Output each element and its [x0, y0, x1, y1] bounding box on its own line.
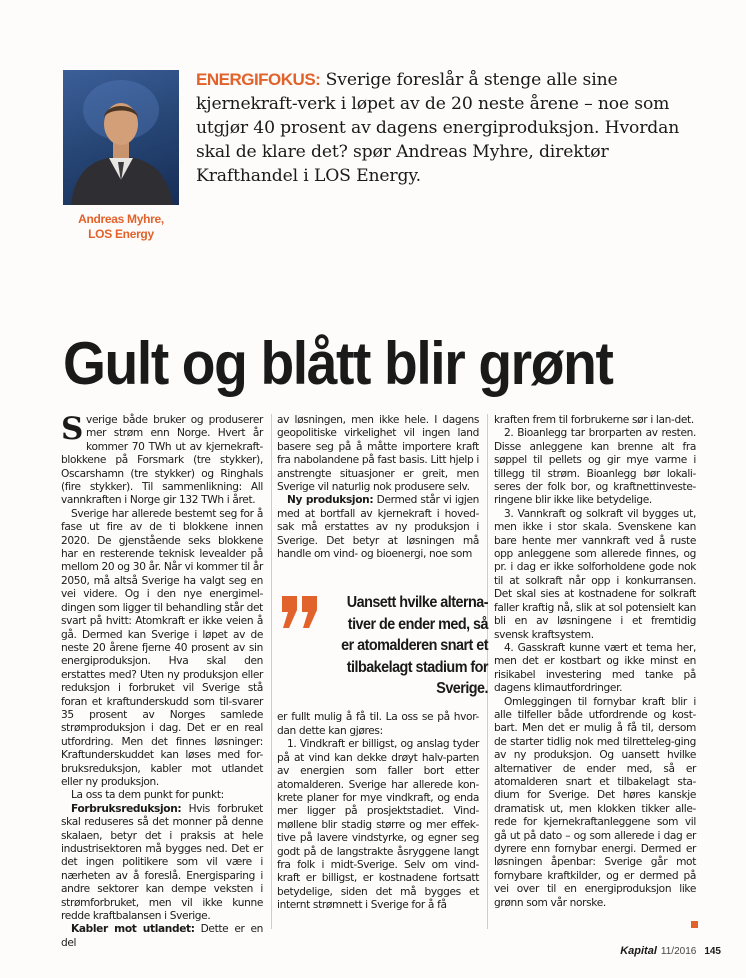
- headline: Gult og blått blir grønt: [63, 330, 613, 397]
- page-footer: [620, 945, 721, 957]
- paragraph-text: Dermed står vi igjen med at bortfall av kjernekraft i hoved-sak må erstattes av ny produksjon i Sverige. Det betyr at løsningen må handle om vind- og bioenergi, noe som: [277, 494, 479, 561]
- drop-cap: S: [61, 411, 84, 447]
- column-1: [61, 411, 263, 950]
- paragraph: La oss ta dem punkt for punkt:: [71, 789, 224, 802]
- paragraph-text: Dette er en del: [61, 923, 263, 949]
- intro-text: [196, 68, 708, 188]
- paragraph-text: Hvis forbruket skal reduseres så det monner på denne skalaen, betyr det i praksis at hele industrisektoren må bygges ned. Det er det ingen politikere som vil være i nærheten av å foreslå. Energisparing i andre sektorer kan dempe veksten i strømforbruket, men vil ikke kunne redde kraftbalansen i Sverige.: [61, 802, 263, 923]
- paragraph-lead: Forbruksreduksjon:: [71, 802, 182, 815]
- portrait-photo: [63, 70, 179, 205]
- paragraph: [277, 494, 479, 561]
- paragraph: 3. Vannkraft og solkraft vil bygges ut, men ikke i stor skala. Svenskene kan bare hente mer vannkraft ved å ruste opp anleggene som allerede finnes, og pr. i dag er ikke solforholdene gode nok til at solkraft når opp i konkurransen. Det skal sies at kostnadene for solkraft faller kraftig nå, slik at sol potensielt kan bli en av løsningene i et fremtidig svensk kraftsystem.: [494, 507, 696, 641]
- paragraph: 2. Bioanlegg tar brorparten av resten. Disse anleggene kan brenne alt fra søppel til pellets og gir mye varme i tillegg til strøm. Bioanlegg bør lokali-seres der folk bor, og kraftnettinveste-ringene blir ikke like betydelige.: [494, 427, 696, 507]
- end-mark-icon: [691, 921, 698, 928]
- column-rule: [271, 414, 272, 929]
- magazine-name: Kapital: [620, 945, 657, 957]
- pull-quote-text: Uansett hvilke alterna-tiver de ender med, så er atomalderen snart et tilbakelagt stadium for Sverige.: [341, 594, 488, 697]
- page-number: 145: [704, 946, 721, 957]
- quote-mark-icon: [280, 594, 320, 630]
- paragraph: Sverige har allerede bestemt seg for å fase ut fire av de ti blokkene innen 2020. De gjenstående seks blokkene har en resterende teknisk levealder på mellom 20 og 30 år. Når vi kommer til år 2050, må altså Sverige ha valgt seg en vei videre. Og i den nye energimel-dingen som ligger til behandling står det svart på hvitt: Atomkraft er ikke veien å gå. Dermed kan Sverige i løpet av de neste 20 årene fjerne 40 prosent av sin energiproduksjon. Hva skal den erstattes med? Uten ny produksjon eller reduksjon i forbruket vil Sverige stå foran et kraftunderskudd som til-svarer 35 prosent av Norges samlede strømproduksjon i dag. Det er en real utfordring. Men det finnes løsninger: Kraftunderskuddet kan løses med for-bruksreduksjon, kabler mot utlandet eller ny produksjon.: [61, 507, 263, 788]
- intro-body: Sverige foreslår å stenge alle sine kjernekraft-verk i løpet av de 20 neste årene – noe som utgjør 40 prosent av dagens energiproduksjon. Hvordan skal de klare det? spør Andreas Myhre, direktør Krafthandel i LOS Energy.: [196, 70, 680, 186]
- paragraph: [61, 411, 263, 508]
- caption-company: LOS Energy: [88, 227, 154, 241]
- paragraph: av løsningen, men ikke hele. I dagens geopolitiske virkelighet vil ingen land basere seg på å måtte importere kraft fra nabolandene på fast basis. Litt hjelp i anstrengte situasjoner er greit, men Sverige vil naturlig nok produsere selv.: [277, 414, 479, 494]
- caption-name: Andreas Myhre,: [78, 212, 164, 226]
- intro-kicker: ENERGIFOKUS:: [196, 70, 321, 89]
- paragraph: Omleggingen til fornybar kraft blir i alle tilfeller både utfordrende og kost-bart. Men det er mulig å få til, dersom de starter tidlig nok med tilretteleg-ging av ny produksjon. Og uansett hvilke alternativer de ender med, så er atomalderen snart et tilbakelagt sta-dium for Sverige. Det høres kanskje dramatisk ut, men klokken tikker alle-rede for kjernekraftanleggene som vil gå ut på dato – og som allerede i dag er dyrere enn fornybar energi. Dermed er løsningen åpenbar: Sverige går mot fornybare kraftkilder, og er dermed på vei over til en energiproduksjon like grønn som vår norske.: [494, 695, 696, 909]
- paragraph: er fullt mulig å få til. La oss se på hvor-dan dette kan gjøres:: [277, 711, 479, 737]
- column-3: [494, 414, 696, 910]
- paragraph-text: verige både bruker og produserer mer strøm enn Norge. Hvert år kommer 70 TWh ut av kjernekraft-blokkene på Forsmark (tre stykker), Oscarshamn (tre stykker) og Ringhals (fire stykker). Til sammenlikning: All vannkraften i Norge gir 132 TWh i året.: [61, 414, 263, 507]
- paragraph-lead: Kabler mot utlandet:: [71, 923, 195, 936]
- paragraph: kraften frem til forbrukerne sør i lan-det.: [494, 414, 694, 426]
- issue-number: 11/2016: [660, 946, 697, 957]
- paragraph: 4. Gasskraft kunne vært et tema her, men det er kostbart og ikke minst en risikabel investering med tanke på dagens klimautfordringer.: [494, 641, 696, 695]
- pull-quote: [280, 592, 488, 716]
- paragraph: [61, 923, 263, 950]
- paragraph-lead: Ny produksjon:: [287, 494, 374, 507]
- paragraph: 1. Vindkraft er billigst, og anslag tyder på at vind kan dekke drøyt halv-parten av energien som faller bort etter atomalderen. Sverige har allerede kon-krete planer for mye vindkraft, og enda mer ligger på prosjektstadiet. Vind-møllene blir stadig større og mer effek-tive på lavere vindstyrke, og egner seg godt på de langstrakte åsryggene langt fra folk i midt-Sverige. Selv om vind-kraft er billigst, er kostnadene fortsatt betydelige, siden det må bygges et internt strømnett i Sverige for å få: [277, 738, 479, 912]
- paragraph: [61, 803, 263, 924]
- photo-caption: [63, 212, 179, 242]
- portrait-illustration: [63, 70, 179, 205]
